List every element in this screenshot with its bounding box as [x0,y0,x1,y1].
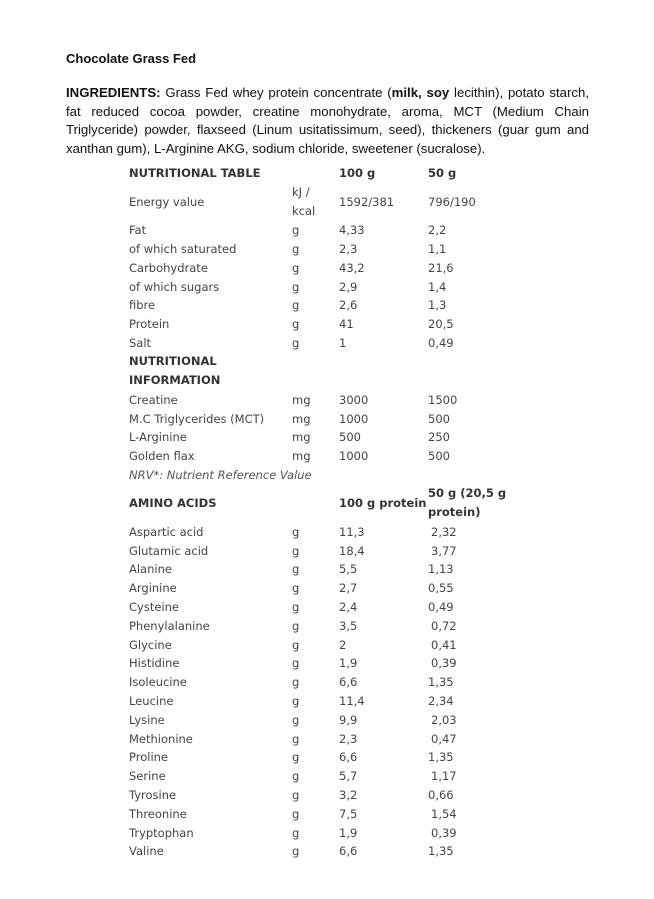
nutrient-unit: g [292,335,300,350]
amino-acid-row [129,786,521,805]
amino-acid-value-50: 0,41 [431,637,457,652]
amino-acid-name: Leucine [129,693,174,708]
nutrient-value-100: 43,2 [339,260,365,275]
nutrient-value-100: 41 [339,317,354,332]
amino-acid-row [129,748,521,767]
amino-acid-value-100: 1,9 [339,656,358,671]
amino-col-100g-header: 100 g protein [339,496,427,511]
info-name: L-Arginine [129,430,187,445]
amino-acid-unit: g [292,599,300,614]
amino-acid-unit: g [292,806,300,821]
amino-acid-value-100: 2,3 [339,731,358,746]
allergen-milk: milk, [391,85,422,100]
amino-acid-unit: g [292,787,300,802]
energy-50g: 796/190 [428,194,476,209]
amino-acid-value-100: 11,4 [339,693,365,708]
amino-acid-name: Phenylalanine [129,618,210,633]
amino-acid-value-100: 5,5 [339,562,358,577]
info-value-50: 500 [428,449,450,464]
allergen-soy: soy [426,85,450,100]
amino-acid-unit: g [292,693,300,708]
amino-acid-unit: g [292,637,300,652]
nutrient-name: fibre [129,298,156,313]
amino-acid-value-50: 1,17 [431,769,457,784]
amino-acid-unit: g [292,750,300,765]
amino-acid-name: Methionine [129,731,193,746]
nutrient-row [129,221,521,240]
amino-acid-row [129,767,521,786]
nutrient-value-50: 1,1 [428,241,447,256]
nutrient-name: Salt [129,335,152,350]
nutrient-row [129,277,521,296]
amino-acid-name: Arginine [129,581,177,596]
amino-acid-unit: g [292,712,300,727]
amino-acid-name: Lysine [129,712,165,727]
info-row [129,390,521,409]
amino-col-50g-line2: protein) [428,505,481,520]
nutrient-value-100: 2,3 [339,241,358,256]
amino-acid-row [129,598,521,617]
info-value-100: 1000 [339,449,369,464]
nutrient-row [129,334,521,353]
amino-col-50g-header [428,484,521,522]
nutrient-row [129,296,521,315]
amino-acid-row [129,842,521,861]
nutrient-value-50: 1,4 [428,279,447,294]
info-name: Creatine [129,392,178,407]
amino-header-row [129,484,521,522]
nutrient-value-100: 2,6 [339,298,358,313]
ingredients-part: lecithin), potato starch, fat reduced cocoa powder, creatine monohydrate, aroma, MCT (Medium Chain Triglyceride) powder, flaxseed (Linum usitatissimum, seed), thickeners (guar gum and xanthan gum), L-Arginine AKG, sodium chloride, sweetener (sucralose). [66,85,589,156]
amino-acid-value-50: 2,34 [428,693,454,708]
amino-acid-unit: g [292,731,300,746]
info-header-line2: INFORMATION [129,373,221,388]
info-value-50: 1500 [428,392,458,407]
amino-acid-name: Glycine [129,637,172,652]
amino-acid-unit: g [292,825,300,840]
amino-acid-name: Isoleucine [129,675,187,690]
nutrient-value-50: 2,2 [428,223,447,238]
amino-acid-row [129,560,521,579]
nutrient-row [129,258,521,277]
amino-acid-value-100: 18,4 [339,543,365,558]
info-row [129,409,521,428]
amino-acid-unit: g [292,543,300,558]
amino-acid-row [129,804,521,823]
amino-acid-unit: g [292,562,300,577]
amino-acid-value-100: 5,7 [339,769,358,784]
info-unit: mg [292,411,311,426]
nutrition-table [129,164,521,861]
info-row [129,447,521,466]
nutrient-value-100: 2,9 [339,279,358,294]
info-value-100: 3000 [339,392,369,407]
amino-acid-unit: g [292,656,300,671]
info-unit: mg [292,430,311,445]
amino-acid-name: Serine [129,769,166,784]
amino-acid-name: Aspartic acid [129,524,204,539]
amino-acid-unit: g [292,524,300,539]
amino-acid-value-100: 6,6 [339,750,358,765]
amino-acid-unit: g [292,675,300,690]
amino-acid-value-50: 2,03 [431,712,457,727]
amino-acid-row [129,710,521,729]
amino-acid-value-50: 0,55 [428,581,454,596]
unit-header [292,164,339,183]
nutrition-table-body [129,164,521,861]
nutrient-unit: g [292,279,300,294]
amino-acid-value-50: 1,35 [428,750,454,765]
amino-acid-value-100: 9,9 [339,712,358,727]
amino-unit-header [292,484,339,522]
ingredients-part: Grass Fed whey protein concentrate ( [160,85,392,100]
nutrient-name: of which sugars [129,279,220,294]
amino-acid-name: Histidine [129,656,180,671]
amino-acid-value-100: 1,9 [339,825,358,840]
amino-acid-row [129,616,521,635]
amino-acid-name: Valine [129,844,164,859]
amino-acid-row [129,635,521,654]
amino-acid-value-50: 0,47 [431,731,457,746]
energy-unit-kj: kJ / [292,184,310,199]
amino-acid-row [129,692,521,711]
nutrient-name: Carbohydrate [129,260,208,275]
energy-row [129,183,521,221]
amino-acid-value-100: 6,6 [339,844,358,859]
nutrient-unit: g [292,223,300,238]
amino-acid-unit: g [292,581,300,596]
nutrient-unit: g [292,241,300,256]
info-value-100: 1000 [339,411,369,426]
amino-acid-unit: g [292,769,300,784]
col-100g-header: 100 g [339,166,376,181]
ingredients-text [66,84,589,158]
info-header-row [129,352,521,390]
ingredients-label: INGREDIENTS: [66,85,161,100]
info-unit: mg [292,449,311,464]
amino-acid-row [129,541,521,560]
amino-acid-value-100: 2,7 [339,581,358,596]
amino-acid-value-50: 1,35 [428,675,454,690]
nutrient-unit: g [292,260,300,275]
nrv-note-row [129,466,521,485]
nutrient-name: Fat [129,223,147,238]
amino-acid-row [129,729,521,748]
amino-acid-value-50: 0,39 [431,825,457,840]
amino-acid-unit: g [292,618,300,633]
info-header-label [129,352,521,390]
amino-acid-value-50: 1,35 [428,844,454,859]
nrv-note: NRV*: Nutrient Reference Value [129,467,312,482]
nutrient-unit: g [292,298,300,313]
amino-acid-value-50: 3,77 [431,543,457,558]
amino-acid-value-100: 3,2 [339,787,358,802]
nutrient-name: of which saturated [129,241,237,256]
info-row [129,428,521,447]
amino-acid-value-100: 3,5 [339,618,358,633]
amino-acid-name: Tyrosine [129,787,177,802]
amino-acid-value-50: 1,54 [431,806,457,821]
info-name: Golden flax [129,449,195,464]
amino-acid-value-50: 0,49 [428,599,454,614]
amino-acid-name: Tryptophan [129,825,194,840]
amino-acid-row [129,823,521,842]
energy-100g: 1592/381 [339,194,395,209]
amino-acid-row [129,673,521,692]
amino-acid-row [129,579,521,598]
nutrient-value-50: 0,49 [428,335,454,350]
amino-acid-name: Glutamic acid [129,543,209,558]
amino-acid-value-50: 0,66 [428,787,454,802]
amino-acid-name: Alanine [129,562,172,577]
nutrition-header-row [129,164,521,183]
info-name: M.C Triglycerides (MCT) [129,411,265,426]
amino-acid-name: Cysteine [129,599,179,614]
amino-acid-row [129,522,521,541]
energy-unit [292,183,339,221]
amino-acid-value-50: 0,72 [431,618,457,633]
info-unit: mg [292,392,311,407]
amino-acid-value-50: 0,39 [431,656,457,671]
amino-acid-value-50: 2,32 [431,524,457,539]
energy-label: Energy value [129,194,205,209]
product-title: Chocolate Grass Fed [66,51,197,66]
info-value-50: 500 [428,411,450,426]
nutrient-value-50: 20,5 [428,317,454,332]
nutrition-header-label: NUTRITIONAL TABLE [129,166,261,181]
amino-acid-value-100: 2,4 [339,599,358,614]
amino-acid-value-100: 6,6 [339,675,358,690]
nutrient-name: Protein [129,317,170,332]
amino-acid-value-100: 7,5 [339,806,358,821]
energy-unit-kcal: kcal [292,203,316,218]
amino-acid-value-100: 2 [339,637,347,652]
nutrient-value-50: 1,3 [428,298,447,313]
nutrient-row [129,315,521,334]
amino-header-label: AMINO ACIDS [129,496,217,511]
nutrient-unit: g [292,317,300,332]
nutrient-value-50: 21,6 [428,260,454,275]
info-header-line1: NUTRITIONAL [129,354,217,369]
amino-acid-name: Proline [129,750,168,765]
info-value-100: 500 [339,430,361,445]
info-value-50: 250 [428,430,450,445]
nutrient-row [129,240,521,259]
amino-acid-unit: g [292,844,300,859]
amino-acid-row [129,654,521,673]
amino-col-50g-line1: 50 g (20,5 g [428,486,507,501]
nutrient-value-100: 1 [339,335,347,350]
amino-acid-value-100: 11,3 [339,524,365,539]
amino-acid-value-50: 1,13 [428,562,454,577]
nutrient-value-100: 4,33 [339,223,365,238]
col-50g-header: 50 g [428,166,457,181]
amino-acid-name: Threonine [129,806,187,821]
